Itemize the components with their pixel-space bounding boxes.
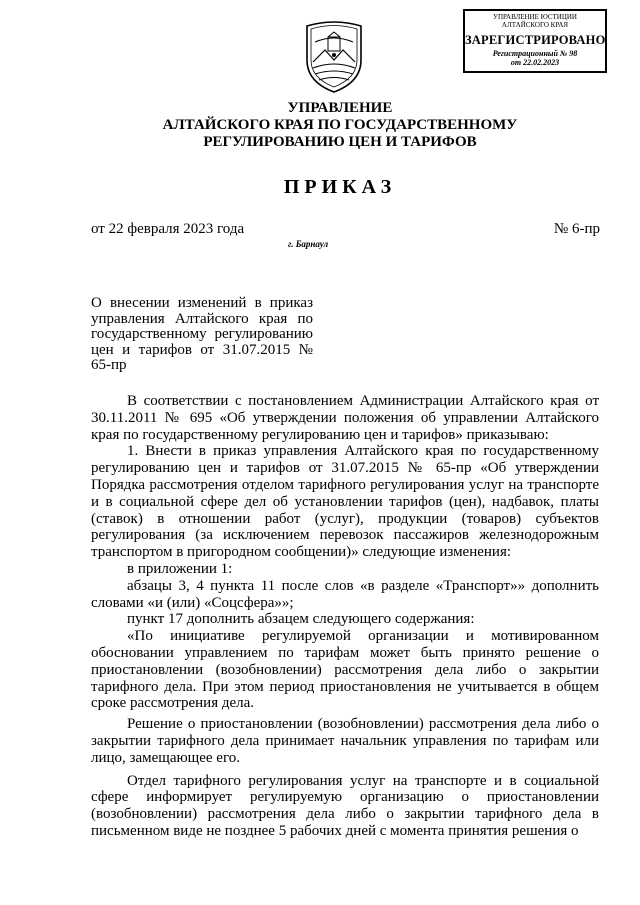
body-paragraph: 1. Внести в приказ управления Алтайского края по государственному регулированию цен и тарифов от 31.07.2015 № 65-пр «Об утверждении Порядка рассмотрения отделом тарифного регулирования услуг на транспорте и в социальной сфере дел об установлении тарифов (цен), надбавок, платы (ставок) в отношении работ (услуг), продукции (товаров) субъектов регулирования (за исключением перевозок пассажиров железнодорожным транспортом в пригородном сообщении)» следующие изменения: xyxy=(91,443,599,561)
stamp-reg-date: от 22.02.2023 xyxy=(510,58,560,67)
body-paragraph: Отдел тарифного регулирования услуг на транспорте и в социальной сфере информирует регулируемую организацию о приостановлении (возобновлении) рассмотрения дела либо о закрытии тарифного дела в письменном виде не позднее 5 рабочих дней с момента принятия решения о xyxy=(91,772,599,839)
stamp-reg-number: Регистрационный № 98 xyxy=(492,49,578,58)
org-name-line2: АЛТАЙСКОГО КРАЯ ПО ГОСУДАРСТВЕННОМУ xyxy=(162,117,518,133)
coat-of-arms-icon xyxy=(303,20,365,94)
stamp-authority-line2: АЛТАЙСКОГО КРАЯ xyxy=(501,21,569,29)
preamble-paragraph: В соответствии с постановлением Администрации Алтайского края от 30.11.2011 № 695 «Об утверждении положения об управлении Алтайского края по государственному регулированию цен и тарифов» приказываю: xyxy=(91,393,599,443)
body-paragraph: Решение о приостановлении (возобновлении) рассмотрения дела либо о закрытии тарифного дела принимает начальник управления по тарифам или лицо, замещающее его. xyxy=(91,716,599,766)
stamp-registered: ЗАРЕГИСТРИРОВАНО xyxy=(465,33,606,47)
org-name-line3: РЕГУЛИРОВАНИЮ ЦЕН И ТАРИФОВ xyxy=(203,134,477,150)
body-paragraph: пункт 17 дополнить абзацем следующего содержания: xyxy=(127,611,475,628)
order-date: от 22 февраля 2023 года xyxy=(91,221,245,237)
registration-stamp xyxy=(463,9,607,73)
body-paragraph: в приложении 1: xyxy=(127,560,233,577)
order-subject: О внесении изменений в приказ управления Алтайского края по государственному регулированию цен и тарифов от 31.07.2015 № 65-пр xyxy=(91,295,313,373)
document-type-title: ПРИКАЗ xyxy=(283,176,397,198)
order-body xyxy=(91,393,599,840)
body-paragraph: абзацы 3, 4 пункта 11 после слов «в разделе «Транспорт»» дополнить словами «и (или) «Соцсфера»»; xyxy=(91,577,599,611)
org-name-line1: УПРАВЛЕНИЕ xyxy=(287,100,393,116)
order-number: № 6-пр xyxy=(553,221,600,237)
issue-city: г. Барнаул xyxy=(288,239,329,249)
body-paragraph: «По инициативе регулируемой организации и мотивированном обосновании управлением по тарифам может быть принято решение о приостановлении (возобновлении) рассмотрения дела либо о закрытии тарифного дела. При этом период приостановления не учитывается в общем сроке рассмотрения дела. xyxy=(91,628,599,712)
stamp-authority-line1: УПРАВЛЕНИЕ ЮСТИЦИИ xyxy=(493,13,577,21)
